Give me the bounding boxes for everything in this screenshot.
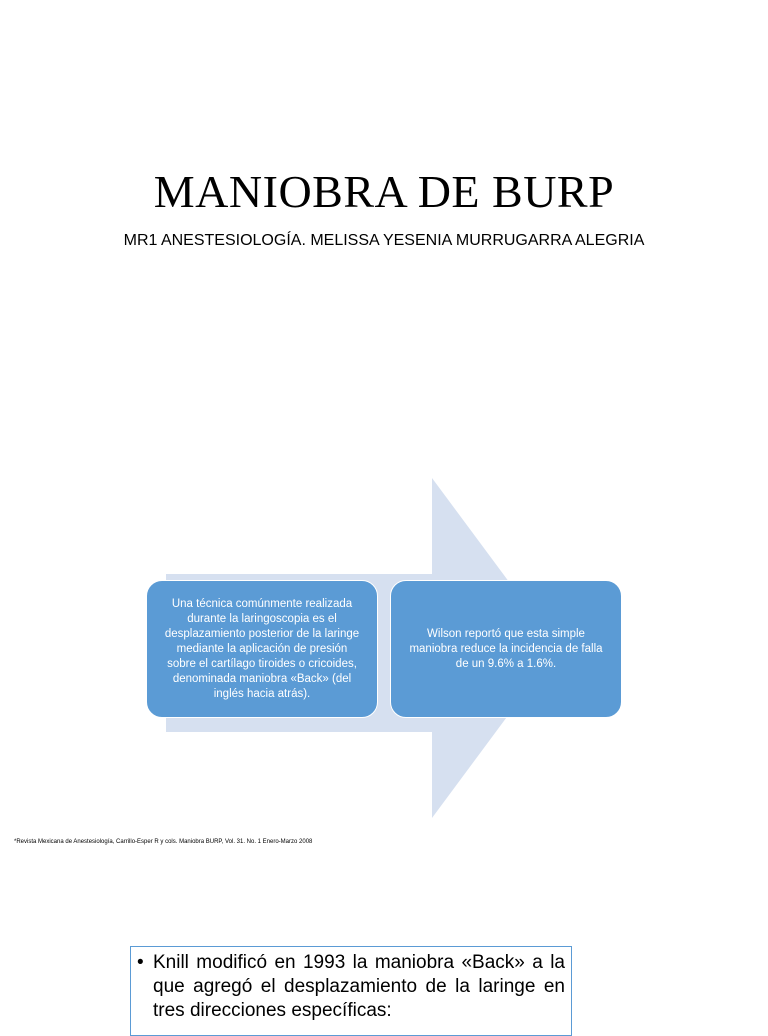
- slide-title: MANIOBRA DE BURP: [153, 166, 615, 217]
- diagram-box-back-maneuver-text: Una técnica comúnmente realizada durante la laringoscopia es el desplazamiento posterior de la laringe mediante la aplicación de presión sobre el cartílago tiroides o cricoides, denominada maniobra «Back» (del inglés hacia atrás).: [164, 597, 360, 700]
- reference-footnote: *Revista Mexicana de Anestesiología, Carrillo-Esper R y cols. Maniobra BURP, Vol. 31. No. 1 Enero-Marzo 2008: [14, 839, 313, 845]
- diagram-box-back-maneuver: [146, 580, 378, 718]
- bullet-icon: •: [137, 952, 144, 973]
- diagram-box-wilson-result-text: Wilson reportó que esta simple maniobra reduce la incidencia de falla de un 9.6% a 1.6%.: [409, 627, 603, 670]
- slide-subtitle: MR1 ANESTESIOLOGÍA. MELISSA YESENIA MURRUGARRA ALEGRIA: [123, 232, 645, 249]
- knill-callout-box: [130, 946, 572, 1036]
- diagram-box-wilson-result: [390, 580, 622, 718]
- callout-bullet-item: [137, 951, 565, 1023]
- callout-text: Knill modificó en 1993 la maniobra «Back» a la que agregó el desplazamiento de la laringe en tres direcciones específicas:: [153, 952, 565, 1021]
